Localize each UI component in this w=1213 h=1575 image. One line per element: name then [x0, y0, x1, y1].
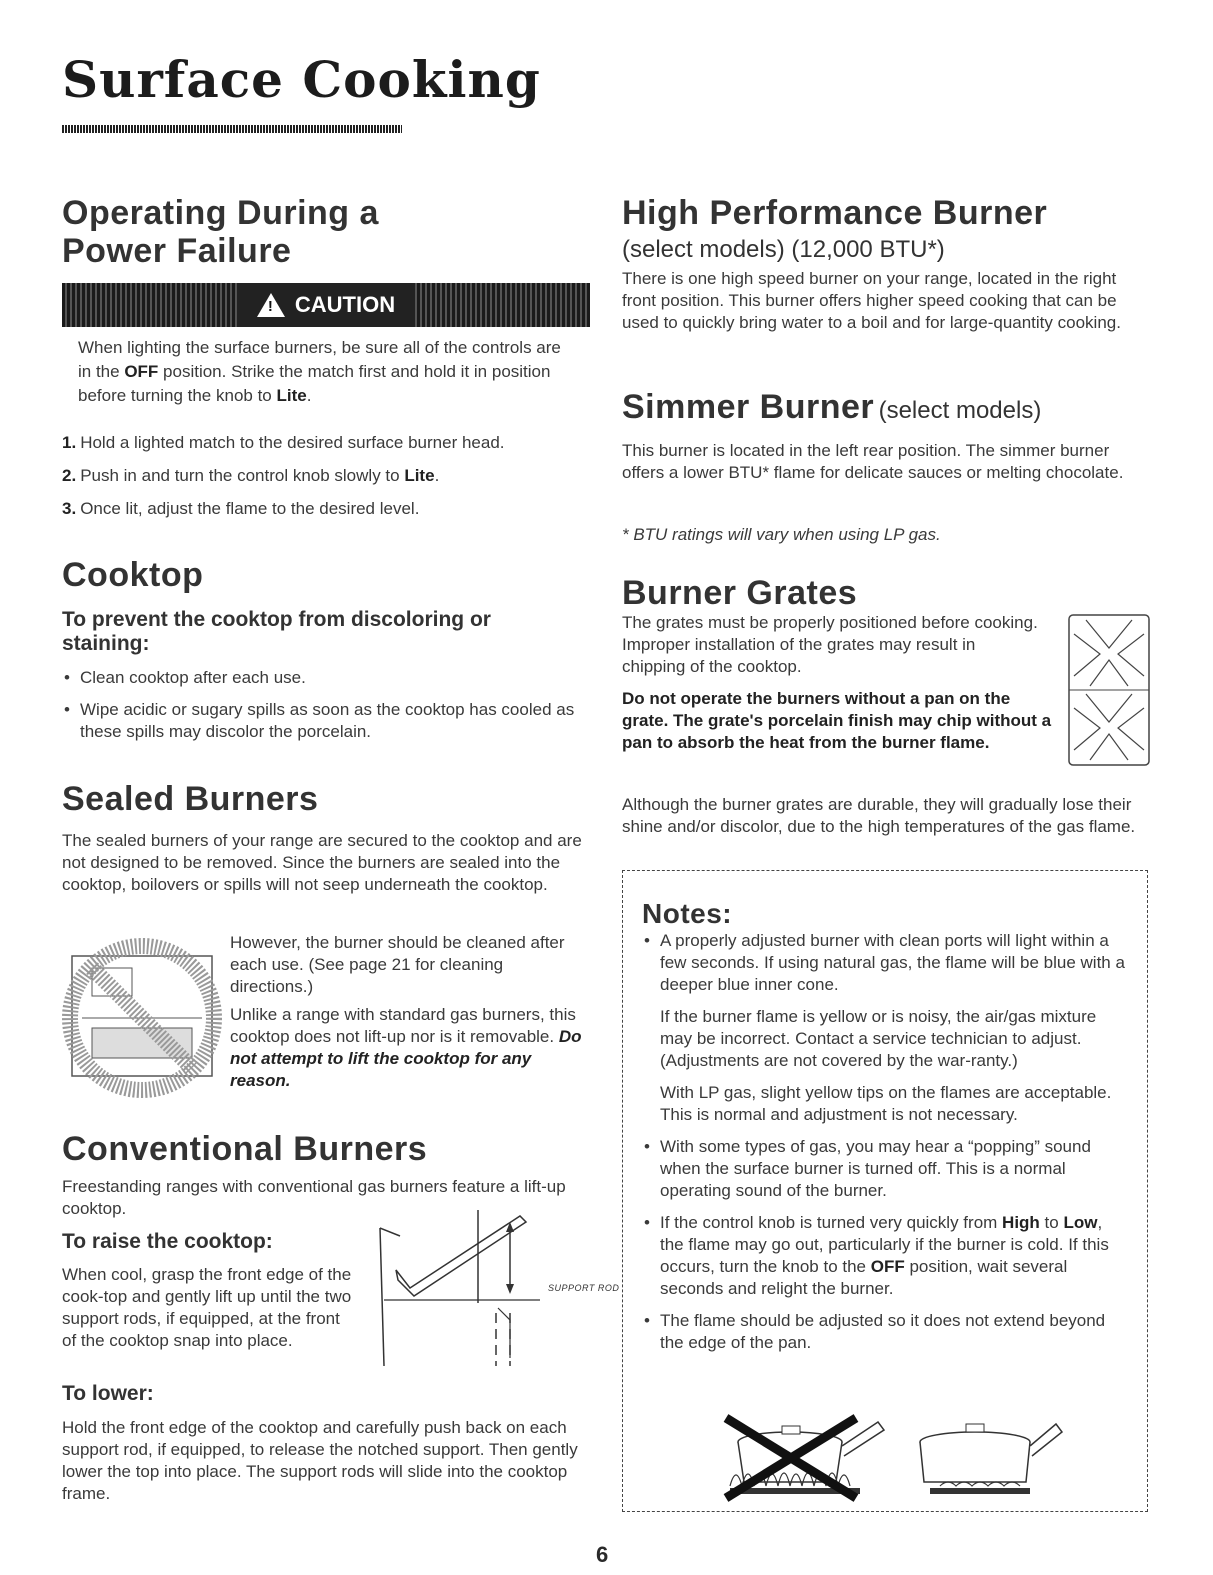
sealed-burners-warning: Unlike a range with standard gas burners, this cooktop does not lift-up nor is it removable. Do not attempt to lift the cooktop for any reason.	[230, 1005, 582, 1090]
lower-cooktop-heading: To lower:	[62, 1382, 154, 1405]
power-failure-heading: Operating During a Power Failure	[62, 194, 379, 270]
list-item: 1. Hold a lighted match to the desired surface burner head.	[62, 433, 505, 452]
high-performance-subheading: (select models) (12,000 BTU*)	[622, 236, 945, 263]
page-title: Surface Cooking	[62, 50, 541, 109]
cooktop-heading: Cooktop	[62, 556, 204, 594]
raise-cooktop-heading: To raise the cooktop:	[62, 1230, 273, 1253]
page-number: 6	[596, 1542, 609, 1567]
conventional-intro: Freestanding ranges with conventional gas burners feature a lift-up cooktop.	[62, 1177, 566, 1218]
list-item: 2. Push in and turn the control knob slowly to Lite.	[62, 466, 440, 485]
sealed-burners-heading: Sealed Burners	[62, 780, 319, 818]
caution-text: When lighting the surface burners, be sure all of the controls are in the OFF position. Strike the match first and hold it in position before turning the knob to Lite.	[78, 338, 561, 405]
high-performance-text: There is one high speed burner on your range, located in the right front position. This burner offers higher speed cooking that can be used to quickly bring water to a boil and for large-quantity cooking.	[622, 269, 1121, 332]
raise-cooktop-text: When cool, grasp the front edge of the cook-top and gently lift up until the two support rods, if equipped, at the front of the cooktop snap into place.	[62, 1265, 352, 1350]
grates-warning: Do not operate the burners without a pan on the grate. The grate's porcelain finish may chip without a pan to absorb the heat from the burner flame.	[622, 689, 1052, 752]
burner-grates-heading: Burner Grates	[622, 574, 858, 612]
list-item: • A properly adjusted burner with clean ports will light within a few seconds. If using natural gas, the flame will be blue with a deeper blue inner cone. If the burner flame is yellow or is noisy, the air/gas mixture may be incorrect. Contact a service technician to adjust. (Adjustments are not covered by the war-ranty.) With LP gas, slight yellow tips on the flames are acceptable. This is normal and adjustment is not necessary.	[642, 930, 1127, 1126]
list-item: • If the control knob is turned very quickly from High to Low, the flame may go out, particularly if the burner is cold. If this occurs, turn the knob to the OFF position, wait several seconds and relight the burner.	[642, 1212, 1127, 1300]
list-item: 3. Once lit, adjust the flame to the desired level.	[62, 499, 420, 518]
pan-flame-illustration	[720, 1412, 1070, 1504]
sealed-burners-cleaning: However, the burner should be cleaned after each use. (See page 21 for cleaning directions.)	[230, 933, 565, 996]
warning-triangle-icon: !	[257, 293, 285, 317]
burner-grate-illustration	[1068, 614, 1150, 766]
cooktop-bullets	[62, 667, 582, 753]
lower-cooktop-text: Hold the front edge of the cooktop and carefully push back on each support rod, if equipped, to release the notched support. Then gently lower the top into place. The support rods will slide into the cooktop frame.	[62, 1418, 578, 1503]
notes-heading: Notes:	[642, 898, 733, 929]
simmer-heading: Simmer Burner (select models)	[622, 388, 1042, 426]
conventional-burners-heading: Conventional Burners	[62, 1130, 428, 1168]
grates-text: The grates must be properly positioned before cooking. Improper installation of the grates may result in chipping of the cooktop.	[622, 613, 1038, 676]
list-item: • Clean cooktop after each use.	[62, 667, 582, 689]
list-item: • With some types of gas, you may hear a “popping” sound when the surface burner is turned off. This is a normal operating sound of the burner.	[642, 1136, 1127, 1202]
incorrect-flame-pan	[726, 1418, 884, 1498]
correct-flame-pan	[920, 1424, 1062, 1494]
lift-up-cooktop-illustration	[370, 1208, 550, 1368]
power-failure-steps	[62, 432, 592, 531]
sealed-burners-para: The sealed burners of your range are secured to the cooktop and are not designed to be removed. Since the burners are sealed into the cooktop, boilovers or spills will not seep underneath the cooktop.	[62, 831, 582, 894]
simmer-footnote: * BTU ratings will vary when using LP gas.	[622, 525, 941, 544]
support-rod-label: SUPPORT ROD	[548, 1283, 620, 1293]
caution-label: CAUTION	[294, 292, 396, 317]
list-item: • Wipe acidic or sugary spills as soon as the cooktop has cooled as these spills may discolor the porcelain.	[62, 699, 582, 743]
notes-list	[642, 930, 1127, 1364]
grates-durability: Although the burner grates are durable, they will gradually lose their shine and/or discolor, due to the high temperatures of the gas flame.	[622, 795, 1136, 836]
high-performance-heading: High Performance Burner	[622, 194, 1048, 232]
no-lift-cooktop-illustration	[62, 928, 222, 1108]
list-item: • The flame should be adjusted so it does not extend beyond the edge of the pan.	[642, 1310, 1127, 1354]
simmer-text: This burner is located in the left rear position. The simmer burner offers a lower BTU* flame for delicate sauces or melting chocolate.	[622, 441, 1124, 482]
cooktop-subheading: To prevent the cooktop from discoloring or staining:	[62, 608, 491, 655]
title-underline	[62, 125, 402, 133]
caution-banner	[62, 283, 590, 327]
